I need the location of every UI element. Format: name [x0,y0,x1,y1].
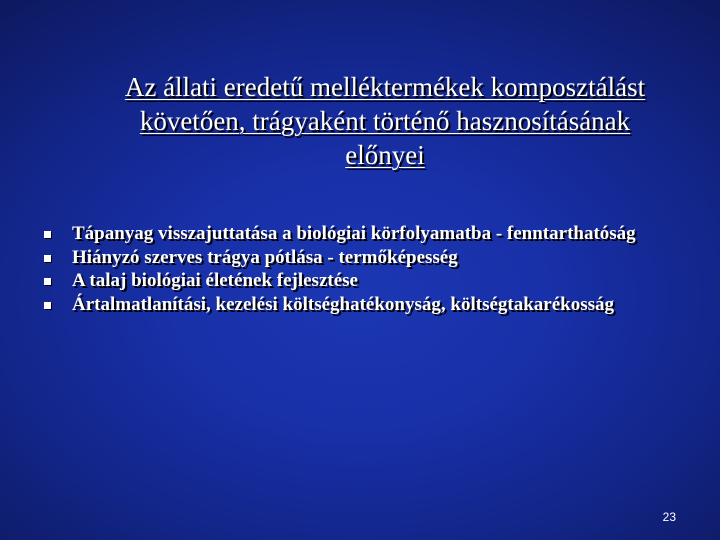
square-bullet-icon [44,255,51,262]
square-bullet-icon [44,302,51,309]
bullet-list [44,222,644,316]
square-bullet-icon [44,278,51,285]
bullet-item [44,269,644,293]
bullet-item [44,222,644,246]
bullet-text: Ártalmatlanítási, kezelési költséghatékonyság, költségtakarékosság [72,293,615,315]
bullet-item [44,293,644,317]
bullet-text: Hiányzó szerves trágya pótlása - termőképesség [72,246,458,268]
page-number: 23 [662,510,676,524]
bullet-text: Tápanyag visszajuttatása a biológiai körfolyamatba - fenntarthatóság [72,223,636,244]
bullet-text: A talaj biológiai életének fejlesztése [72,270,358,291]
slide-title: Az állati eredetű melléktermékek komposztálást követően, trágyaként történő hasznosításának előnyei [124,72,646,170]
bullet-item [44,246,644,270]
square-bullet-icon [44,231,51,238]
